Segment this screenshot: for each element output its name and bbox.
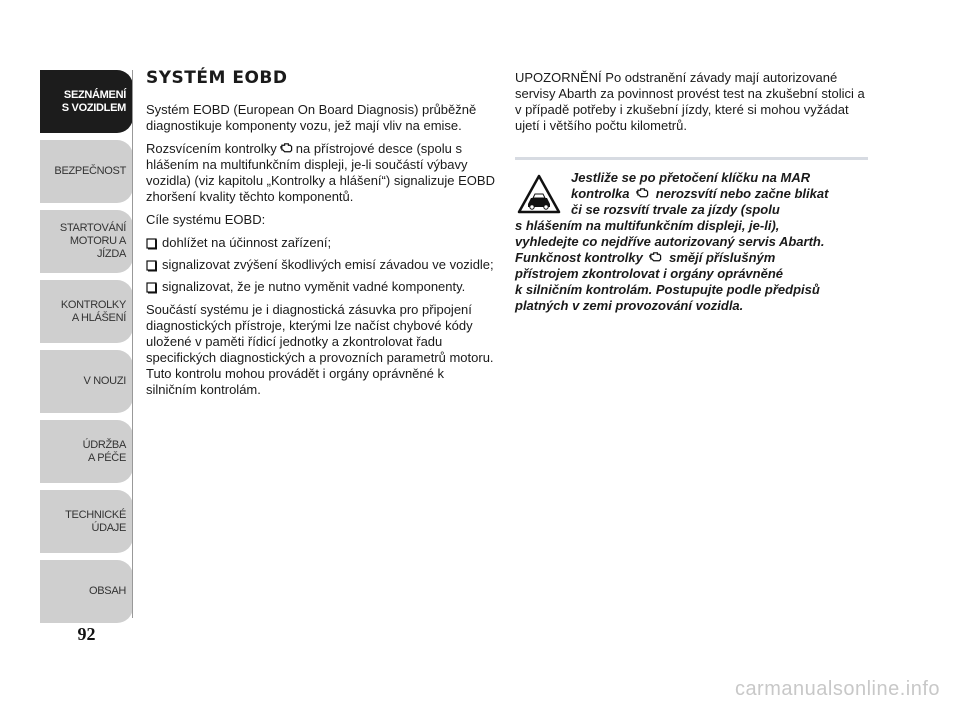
engine-check-icon bbox=[636, 187, 649, 199]
warning-box bbox=[515, 170, 868, 314]
engine-check-icon bbox=[649, 251, 662, 263]
chapter-sidebar bbox=[40, 70, 133, 630]
warning-divider bbox=[515, 157, 868, 160]
checkbox-icon bbox=[146, 257, 158, 273]
checkbox-icon bbox=[146, 235, 158, 251]
bullet-text: signalizovat, že je nutno vyměnit vadné komponenty. bbox=[162, 279, 466, 294]
tab-technicke-udaje[interactable]: TECHNICKÉ ÚDAJE bbox=[40, 490, 133, 553]
warning-line bbox=[515, 186, 868, 202]
indicator-text-start: Rozsvícením kontrolky bbox=[146, 141, 277, 156]
indicator-paragraph bbox=[146, 141, 496, 205]
tab-seznameni-s-vozidlem[interactable]: SEZNÁMENÍ S VOZIDLEM bbox=[40, 70, 133, 133]
list-item bbox=[146, 257, 496, 273]
tab-kontrolky[interactable]: KONTROLKY A HLÁŠENÍ bbox=[40, 280, 133, 343]
bullet-text: signalizovat zvýšení škodlivých emisí závadou ve vozidle; bbox=[162, 257, 494, 272]
sidebar-divider bbox=[132, 70, 133, 618]
tab-v-nouzi[interactable]: V NOUZI bbox=[40, 350, 133, 413]
diagnostic-paragraph: Součástí systému je i diagnostická zásuvka pro připojení diagnostických přístroje, kterými lze načíst chybové kódy uložené v paměti řídicí jednotky a zkontrolovat řadu specifických diagnostických a provozních parametrů motoru. Tuto kontrolu mohou provádět i orgány oprávněné k silničním kontrolám. bbox=[146, 302, 494, 397]
tab-obsah[interactable]: OBSAH bbox=[40, 560, 133, 623]
warning-line: s hlášením na multifunkčním displeji, je-li), bbox=[515, 218, 780, 233]
warning-text: Funkčnost kontrolky bbox=[515, 250, 643, 265]
tab-bezpecnost[interactable]: BEZPEČNOST bbox=[40, 140, 133, 203]
bullet-text: dohlížet na účinnost zařízení; bbox=[162, 235, 332, 250]
notice-paragraph: UPOZORNĚNÍ Po odstranění závady mají autorizované servisy Abarth za povinnost provést test na zkušební stolici a v případě potřeby i zkušební jízdy, které si mohou vyžádat ujetí i většího počtu kilometrů. bbox=[515, 70, 865, 133]
engine-check-icon bbox=[280, 142, 293, 154]
watermark: carmanualsonline.info bbox=[734, 678, 940, 700]
list-item bbox=[146, 235, 496, 251]
right-column bbox=[515, 70, 868, 314]
intro-paragraph: Systém EOBD (European On Board Diagnosis) průběžně diagnostikuje komponenty vozu, jež mají vliv na emise. bbox=[146, 102, 477, 133]
goals-heading: Cíle systému EOBD: bbox=[146, 212, 266, 227]
warning-line bbox=[515, 250, 868, 266]
left-column bbox=[146, 70, 496, 405]
warning-car-icon bbox=[517, 174, 561, 214]
indicator-text-end: na přístrojové desce (spolu s hlášením na multifunkčním displeji, je-li součástí výbavy vozidla) (viz kapitolu „Kontrolky a hlášení“) signalizuje EOBD zhoršení kvality těchto komponentů. bbox=[146, 141, 495, 204]
warning-line: vyhledejte co nejdříve autorizovaný servis Abarth. bbox=[515, 234, 825, 249]
tab-udrzba[interactable]: ÚDRŽBA A PÉČE bbox=[40, 420, 133, 483]
page-number: 92 bbox=[77, 624, 96, 644]
warning-line: platných v zemi provozování vozidla. bbox=[515, 298, 744, 313]
warning-line: přístrojem zkontrolovat i orgány oprávněné bbox=[515, 266, 783, 281]
goals-list bbox=[146, 235, 496, 295]
section-title: SYSTÉM EOBD bbox=[146, 68, 288, 88]
tab-startovani[interactable]: STARTOVÁNÍ MOTORU A JÍZDA bbox=[40, 210, 133, 273]
checkbox-icon bbox=[146, 279, 158, 295]
warning-text: kontrolka bbox=[571, 186, 630, 201]
warning-line: k silničním kontrolám. Postupujte podle předpisů bbox=[515, 282, 820, 297]
warning-line: či se rozsvítí trvale za jízdy (spolu bbox=[571, 202, 780, 217]
warning-line: Jestliže se po přetočení klíčku na MAR bbox=[571, 170, 811, 185]
warning-text: smějí příslušným bbox=[669, 250, 776, 265]
list-item bbox=[146, 279, 496, 295]
warning-text: nerozsvítí nebo začne blikat bbox=[655, 186, 829, 201]
